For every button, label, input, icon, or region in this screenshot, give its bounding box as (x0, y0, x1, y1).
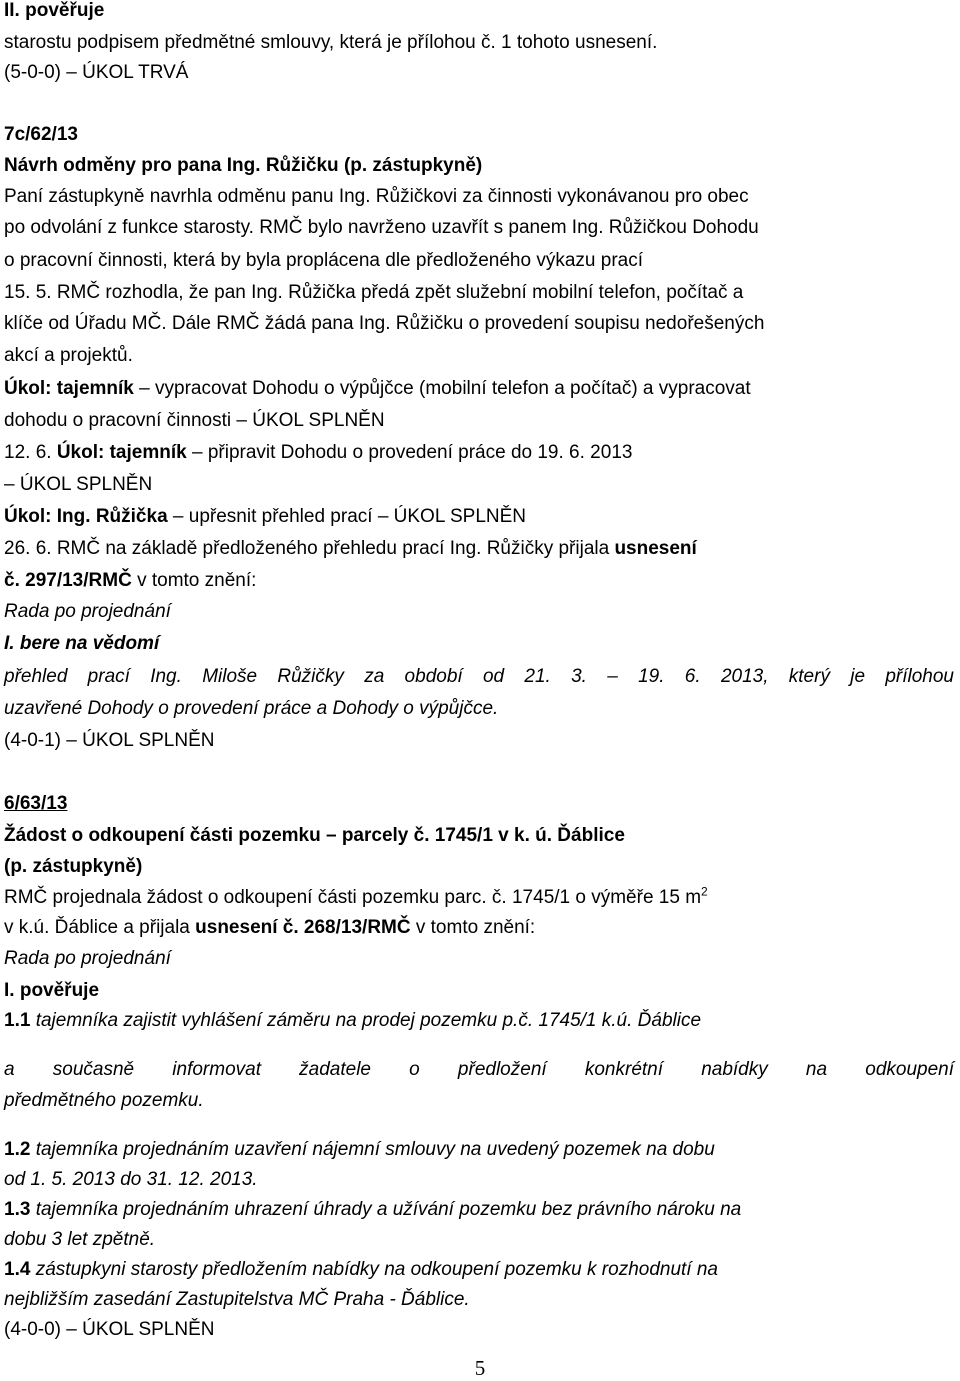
item-title: Návrh odměny pro pana Ing. Růžičku (p. zástupkyně) (4, 155, 483, 176)
vote-line: (5-0-0) – ÚKOL TRVÁ (4, 62, 189, 83)
resolution-point: I. bere na vědomí (4, 633, 160, 654)
text-line: nejbližším zasedání Zastupitelstva MČ Praha - Ďáblice. (4, 1289, 470, 1310)
item-number: 7c/62/13 (4, 124, 78, 145)
item-number: 6/63/13 (4, 793, 68, 814)
text-line: od 1. 5. 2013 do 31. 12. 2013. (4, 1169, 258, 1190)
page-number: 5 (474, 1356, 486, 1380)
task-label: Úkol: tajemník (4, 378, 134, 399)
text-line: – ÚKOL SPLNĚN (4, 474, 153, 495)
resolution-text: v tomto znění: (410, 917, 536, 938)
subpoint-number: 1.4 (4, 1259, 31, 1280)
vote-line: (4-0-1) – ÚKOL SPLNĚN (4, 730, 215, 751)
section-heading: II. pověřuje (4, 0, 105, 21)
council-intro: Rada po projednání (4, 948, 171, 969)
resolution-number: usnesení č. 268/13/RMČ (195, 917, 411, 938)
resolution-line (4, 538, 697, 560)
subpoint-number: 1.3 (4, 1199, 31, 1220)
resolution-subpoint (4, 1010, 701, 1032)
subpoint-text: zástupkyni starosty předložením nabídky na odkoupení pozemku k rozhodnutí na (30, 1259, 718, 1280)
resolution-line (4, 570, 256, 592)
text-line: dohodu o pracovní činnosti – ÚKOL SPLNĚN (4, 410, 385, 431)
resolution-subpoint (4, 1199, 741, 1221)
resolution-text: v k.ú. Ďáblice a přijala (4, 917, 196, 938)
resolution-label: usnesení (614, 538, 697, 559)
subpoint-text: tajemníka zajistit vyhlášení záměru na prodej pozemku p.č. 1745/1 k.ú. Ďáblice (30, 1010, 702, 1031)
text-line (4, 884, 708, 909)
resolution-line (4, 917, 535, 939)
vote-line: (4-0-0) – ÚKOL SPLNĚN (4, 1319, 215, 1340)
text-line: klíče od Úřadu MČ. Dále RMČ žádá pana Ing. Růžičku o provedení soupisu nedořešených (4, 313, 765, 334)
task-text: – vypracovat Dohodu o výpůjčce (mobilní telefon a počítač) a vypracovat (133, 378, 751, 399)
text-line: přehled prací Ing. Miloše Růžičky za období od 21. 3. – 19. 6. 2013, který je přílohou (4, 666, 954, 687)
resolution-subpoint (4, 1139, 715, 1161)
task-text: – připravit Dohodu o provedení práce do 19. 6. 2013 (186, 442, 633, 463)
subpoint-text: tajemníka projednáním uhrazení úhrady a užívání pozemku bez právního nároku na (30, 1199, 742, 1220)
text-line: o pracovní činnosti, která by byla proplácena dle předloženého výkazu prací (4, 250, 643, 271)
text-line: uzavřené Dohody o provedení práce a Dohody o výpůjčce. (4, 698, 499, 719)
subpoint-number: 1.2 (4, 1139, 31, 1160)
resolution-subpoint (4, 1259, 718, 1281)
superscript: 2 (701, 884, 708, 899)
text-line: Paní zástupkyně navrhla odměnu panu Ing. Růžičkovi za činnosti vykonávanou pro obec (4, 186, 749, 207)
task-date: 12. 6. (4, 442, 57, 463)
item-title: Žádost o odkoupení části pozemku – parcely č. 1745/1 v k. ú. Ďáblice (4, 825, 625, 846)
resolution-text: 26. 6. RMČ na základě předloženého přehledu prací Ing. Růžičky přijala (4, 538, 615, 559)
text-line: dobu 3 let zpětně. (4, 1229, 156, 1250)
text-line: 15. 5. RMČ rozhodla, že pan Ing. Růžička předá zpět služební mobilní telefon, počítač a (4, 282, 744, 303)
text-line: a současně informovat žadatele o předložení konkrétní nabídky na odkoupení (4, 1059, 954, 1080)
council-intro: Rada po projednání (4, 601, 171, 622)
text-line: akcí a projektů. (4, 345, 133, 366)
subpoint-text: tajemníka projednáním uzavření nájemní smlouvy na uvedený pozemek na dobu (30, 1139, 715, 1160)
task-line (4, 378, 751, 400)
resolution-point: I. pověřuje (4, 980, 100, 1001)
item-title: (p. zástupkyně) (4, 856, 143, 877)
task-line (4, 506, 526, 528)
text-line: předmětného pozemku. (4, 1090, 204, 1111)
resolution-text: v tomto znění: (131, 570, 257, 591)
resolution-number: č. 297/13/RMČ (4, 570, 132, 591)
text: RMČ projednala žádost o odkoupení části pozemku parc. č. 1745/1 o výměře 15 m (4, 887, 702, 908)
text-line: po odvolání z funkce starosty. RMČ bylo navrženo uzavřít s panem Ing. Růžičkou Dohodu (4, 217, 759, 238)
task-label: Úkol: Ing. Růžička (4, 506, 168, 527)
subpoint-number: 1.1 (4, 1010, 31, 1031)
task-label: Úkol: tajemník (56, 442, 187, 463)
text-line: starostu podpisem předmětné smlouvy, která je přílohou č. 1 tohoto usnesení. (4, 32, 658, 53)
task-line (4, 442, 632, 464)
task-text: – upřesnit přehled prací – ÚKOL SPLNĚN (167, 506, 527, 527)
